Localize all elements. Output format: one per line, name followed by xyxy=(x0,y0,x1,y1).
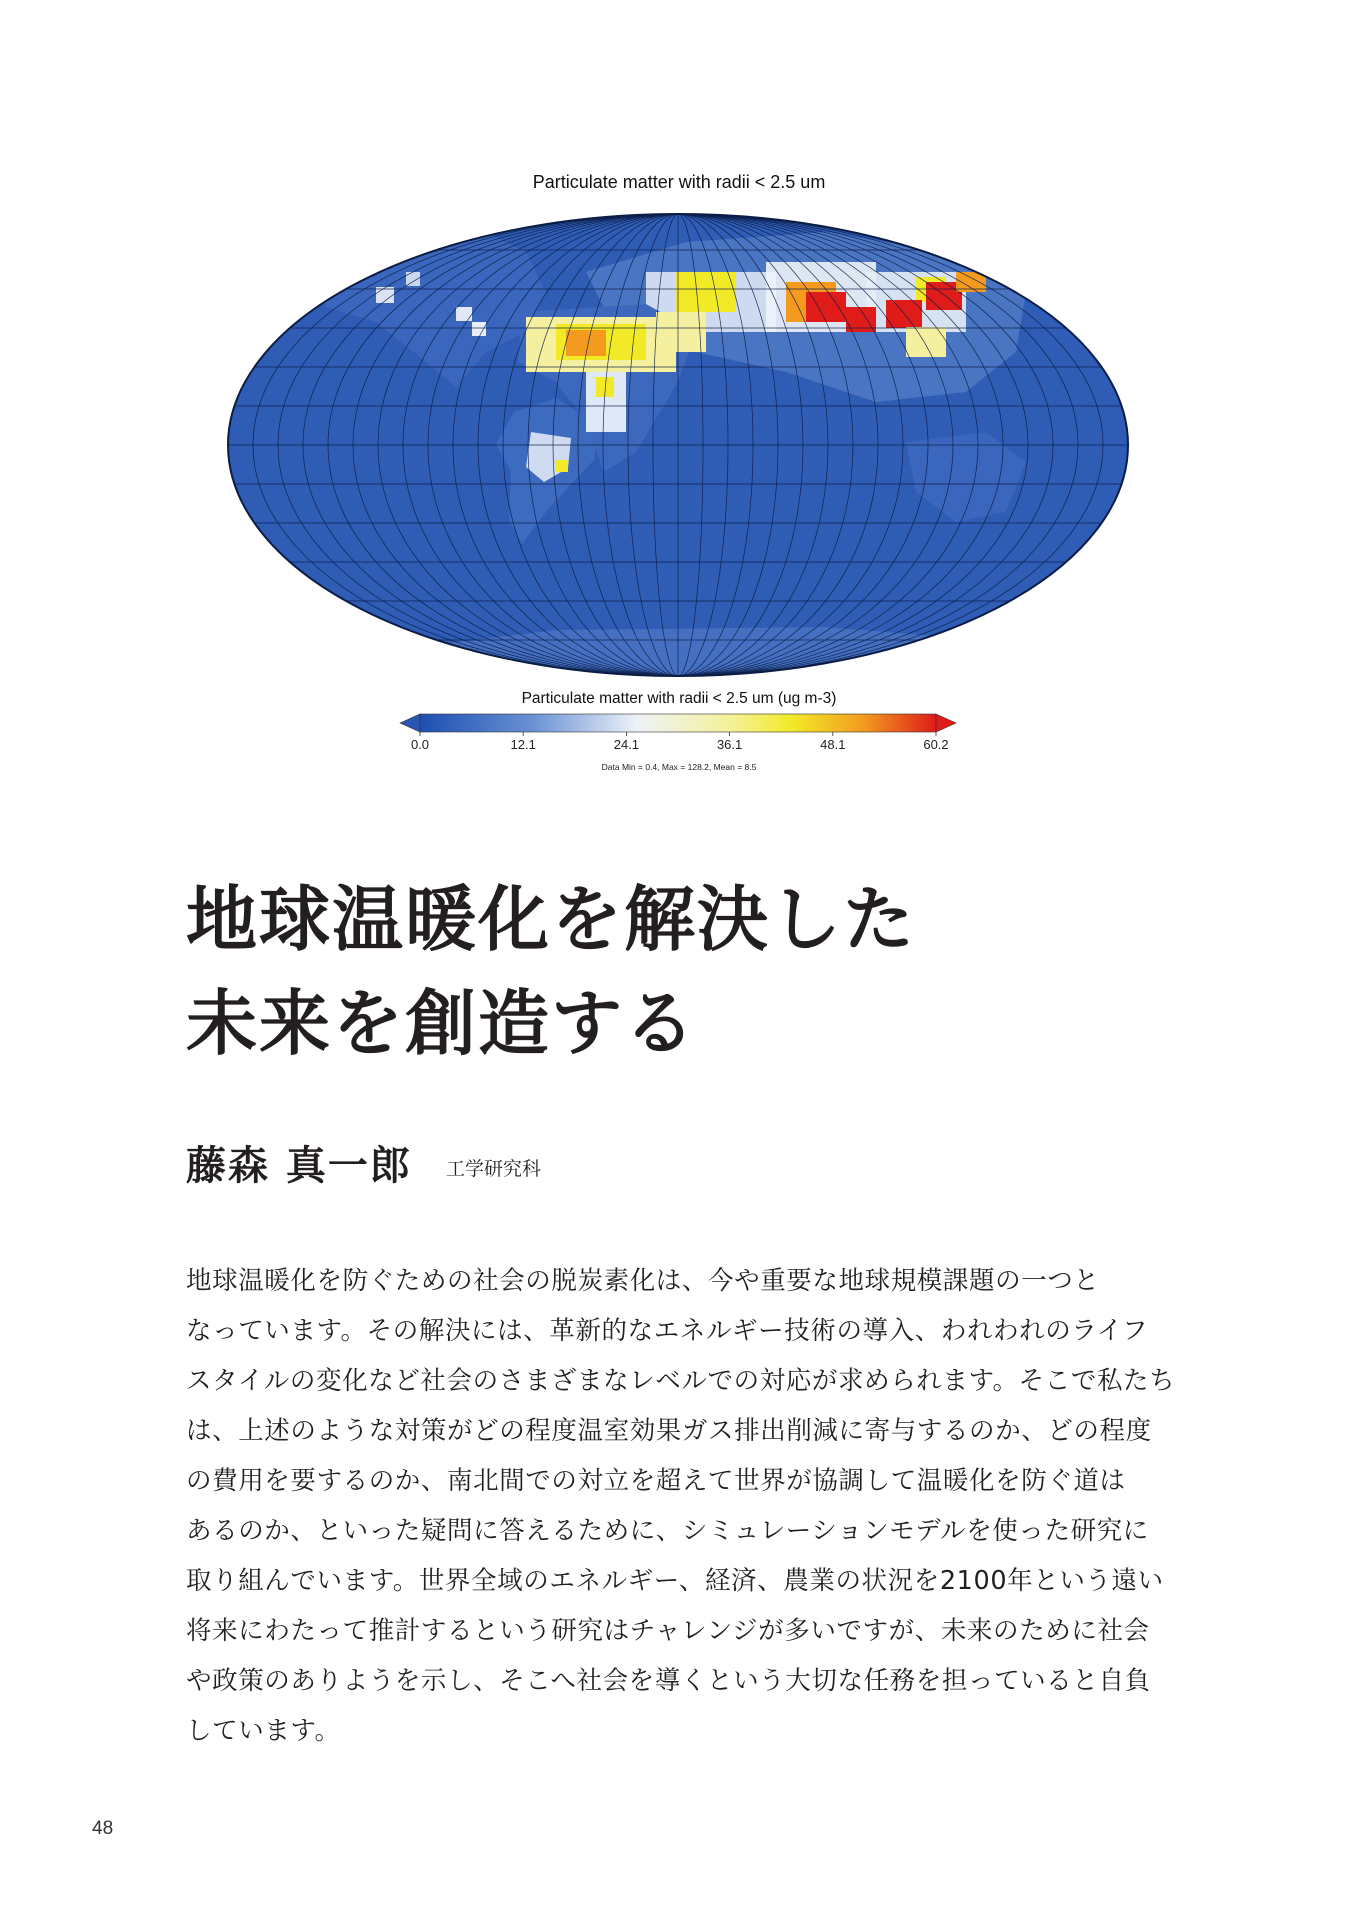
body-line: 地球温暖化を防ぐための社会の脱炭素化は、今や重要な地球規模課題の一つと xyxy=(186,1266,1100,1296)
colorbar xyxy=(398,710,960,760)
body-line: しています。 xyxy=(186,1716,341,1746)
colorbar-tick-label: 36.1 xyxy=(716,737,743,752)
colorbar-min-arrow xyxy=(400,714,420,732)
body-line: スタイルの変化など社会のさまざまなレベルでの対応が求められます。そこで私たち xyxy=(186,1366,1176,1396)
author-department: 工学研究科 xyxy=(446,1158,542,1180)
body-line: の費用を要するのか、南北間での対立を超えて世界が協調して温暖化を防ぐ道は xyxy=(186,1466,1126,1496)
colorbar-tick-label: 48.1 xyxy=(820,737,846,752)
pm25-figure xyxy=(0,0,1358,800)
body-line: 取り組んでいます。世界全域のエネルギー、経済、農業の状況を2100年という遠い xyxy=(186,1566,1164,1596)
colorbar-tick-label: 0.0 xyxy=(410,737,430,752)
body-line: 将来にわたって推計するという研究はチャレンジが多いですが、未来のために社会 xyxy=(186,1616,1150,1646)
map-title: Particulate matter with radii < 2.5 um xyxy=(532,172,826,192)
colorbar-tick-label: 60.2 xyxy=(923,737,949,752)
headline-line-2: 未来を創造する xyxy=(186,982,698,1065)
headline-line-1: 地球温暖化を解決した xyxy=(186,878,917,961)
page-number: 48 xyxy=(92,1818,114,1839)
body-line: は、上述のような対策がどの程度温室効果ガス排出削減に寄与するのか、どの程度 xyxy=(186,1416,1152,1446)
author-name: 藤森 真一郎 xyxy=(186,1143,412,1189)
world-pm25-map xyxy=(226,212,1130,678)
colorbar-max-arrow xyxy=(936,714,956,732)
colorbar-tick-label: 12.1 xyxy=(510,737,536,752)
colorbar-gradient xyxy=(420,714,936,732)
body-line: なっています。その解決には、革新的なエネルギー技術の導入、われわれのライフ xyxy=(186,1316,1149,1346)
colorbar-title: Particulate matter with radii < 2.5 um (ug m-3) xyxy=(521,690,837,707)
article-body xyxy=(186,1256,1181,1756)
body-line: や政策のありようを示し、そこへ社会を導くという大切な任務を担っていると自負 xyxy=(186,1666,1151,1696)
body-line: あるのか、といった疑問に答えるために、シミュレーションモデルを使った研究に xyxy=(186,1516,1149,1546)
colorbar-tick-label: 24.1 xyxy=(613,737,640,752)
data-stats: Data Min = 0.4, Max = 128.2, Mean = 8.5 xyxy=(601,762,757,772)
article-headline xyxy=(186,868,916,1076)
